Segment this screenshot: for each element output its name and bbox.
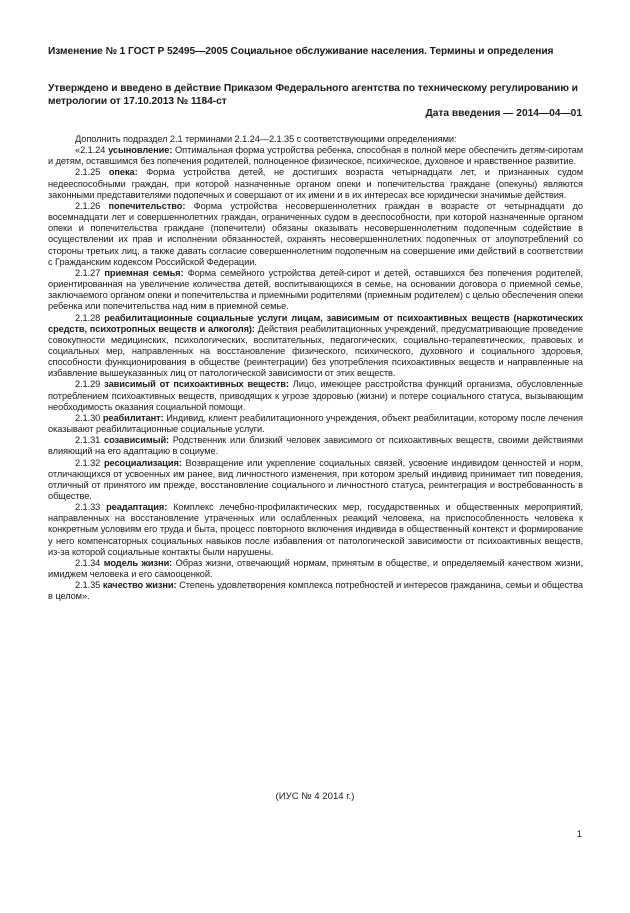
term-number: 2.1.32: [75, 457, 101, 468]
term-name: качество жизни:: [102, 580, 177, 591]
approval-statement: Утверждено и введено в действие Приказом Федерального агентства по техническому регулированию и метрологии от 17.10.2013 № 1184-ст: [48, 83, 578, 107]
term-name: реадаптация:: [106, 502, 168, 513]
page-number: 1: [576, 829, 582, 840]
issue-reference: (ИУС № 4 2014 г.): [275, 791, 355, 802]
introduction-date: Дата введения — 2014—04—01: [425, 108, 582, 119]
term-name: реабилитационные социальные услуги лицам, зависимым от психоактивных веществ (наркотических средств, психотропных веществ и алкоголя):: [48, 312, 583, 334]
term-definition: Лицо, имеющее расстройства функций организма, обусловленные потреблением психоактивных веществ, приводящих к угрозе здоровью (жизни) и потере социального статуса, вызывающим необходимость оказания социальной помощи.: [48, 379, 583, 412]
term-number: «2.1.24: [75, 145, 106, 156]
term-definition: Возвращение или укрепление социальных связей, усвоение индивидом ценностей и норм, отличающихся от усвоенных им ранее, вид личностного изменения, при котором зрелый индивид принимает тип поведения, отличный от принятого им прежде, восстановление социального и личностного статуса, реинтеграция и востребованность в обществе.: [48, 457, 583, 501]
term-paragraph: [48, 379, 583, 412]
term-name: усыновление:: [108, 145, 173, 156]
term-paragraph: [48, 167, 583, 200]
term-paragraph: [48, 558, 583, 580]
term-number: 2.1.25: [75, 167, 101, 178]
term-definition: Оптимальная форма устройства ребенка, способная в полной мере обеспечить детям-сиротам и детям, оставшимся без попечения родителей, полноценное физическое, психическое, духовное и нравственное развитие.: [48, 145, 584, 167]
term-definition: Форма семейного устройства детей-сирот и детей, оставшихся без попечения родителей, ориентированная на увеличение количества детей, воспитывающихся в семье, на основании договора о приемной семье, заключаемого органом опеки и попечительства и приемными родителями (приемным родителем) с целью обеспечения опеки ребенка или попечительства над ним в приемной семье.: [48, 267, 583, 312]
term-name: опека:: [108, 167, 138, 178]
term-name: созависимый:: [104, 435, 170, 446]
term-number: 2.1.26: [75, 200, 101, 211]
term-definition: Родственник или близкий человек зависимого от психоактивных веществ, своими действиями влияющий на его адаптацию в социуме.: [48, 435, 583, 457]
term-number: 2.1.34: [75, 557, 101, 568]
term-paragraph: [48, 435, 583, 457]
term-name: модель жизни:: [103, 557, 173, 568]
term-definition: Действия реабилитационных учреждений, предусматривающие проведение совокупности медицинских, психологических, воспитательных, педагогических, социально-терапевтических, правовых и социальных мер, направленных на восстановление физического, психического, духовного и социального здоровья, способности функционирования в обществе (реинтеграции) без употребления психоактивных веществ и направленные на избавление вышеуказанных лиц от патологической зависимости от этих веществ.: [48, 323, 583, 379]
term-definition: Образ жизни, отвечающий нормам, принятым в обществе, и определяемый качеством жизни, имиджем человека и его самооценкой.: [48, 557, 584, 580]
term-name: реабилитант:: [102, 412, 164, 423]
term-number: 2.1.31: [75, 435, 101, 446]
term-paragraph: [48, 313, 583, 380]
document-title: Изменение № 1 ГОСТ Р 52495—2005 Социальное обслуживание населения. Термины и определения: [48, 46, 554, 57]
term-paragraph: [48, 268, 583, 313]
term-paragraph: [48, 201, 583, 268]
term-definition: Комплекс лечебно-профилактических мер, государственных и общественных мероприятий, направленных на восстановление утраченных или ослабленных реакций человека, на приспособленность человека к конкретным условиям его труда и быта, процесс повторного включения индивида в общественный контекст и формирование у него компенсаторных социальных навыков после избавления от патологической зависимости от психоактивных веществ, из-за которой социальные контакты были нарушены.: [48, 502, 583, 557]
term-paragraph: [48, 413, 583, 435]
term-paragraph: [48, 145, 583, 167]
term-number: 2.1.27: [75, 267, 101, 278]
term-name: ресоциализация:: [103, 457, 182, 468]
term-number: 2.1.35: [75, 580, 101, 591]
term-number: 2.1.28: [75, 312, 101, 323]
term-number: 2.1.29: [75, 379, 101, 390]
term-definition: Индивид, клиент реабилитационного учреждения, объект реабилитации, которому после лечения оказывают реабилитационные социальные услуги.: [48, 412, 583, 435]
intro-paragraph: Дополнить подраздел 2.1 терминами 2.1.24—2.1.35 с соответствующими определениями:: [75, 134, 457, 144]
term-name: попечительство:: [108, 200, 186, 211]
term-number: 2.1.33: [75, 502, 101, 513]
term-definition: Форма устройства несовершеннолетних граждан в возрасте от четырнадцати до восемнадцати лет и совершеннолетних граждан, ограниченных судом в дееспособности, при которой назначенные органом опеки и попечительства граждане (попечители) обязаны оказывать несовершеннолетним подопечным содействие в осуществлении их прав и исполнении обязанностей, охранять несовершеннолетних подопечных от злоупотреблений со стороны третьих лиц, а также давать согласие совершеннолетним подопечным на совершение ими действий в соответствии с Гражданским кодексом Российской Федерации.: [48, 200, 583, 267]
term-paragraph: [48, 580, 583, 602]
term-definition: Степень удовлетворения комплекса потребностей и интересов гражданина, семьи и общества в целом».: [48, 580, 583, 602]
term-number: 2.1.30: [75, 412, 101, 423]
term-definition: Форма устройства детей, не достигших возраста четырнадцати лет, и признанных судом недееспособными граждан, при которой назначенные органом опеки и попечительства граждане (опекуны) являются законными представителями подопечных и совершают от их имени и в их интересах все юридически значимые действия.: [48, 167, 583, 200]
document-body: [48, 134, 583, 603]
term-name: приемная семья:: [104, 267, 184, 278]
term-paragraph: [48, 458, 583, 503]
term-name: зависимый от психоактивных веществ:: [104, 379, 289, 390]
term-paragraph: [48, 502, 583, 558]
